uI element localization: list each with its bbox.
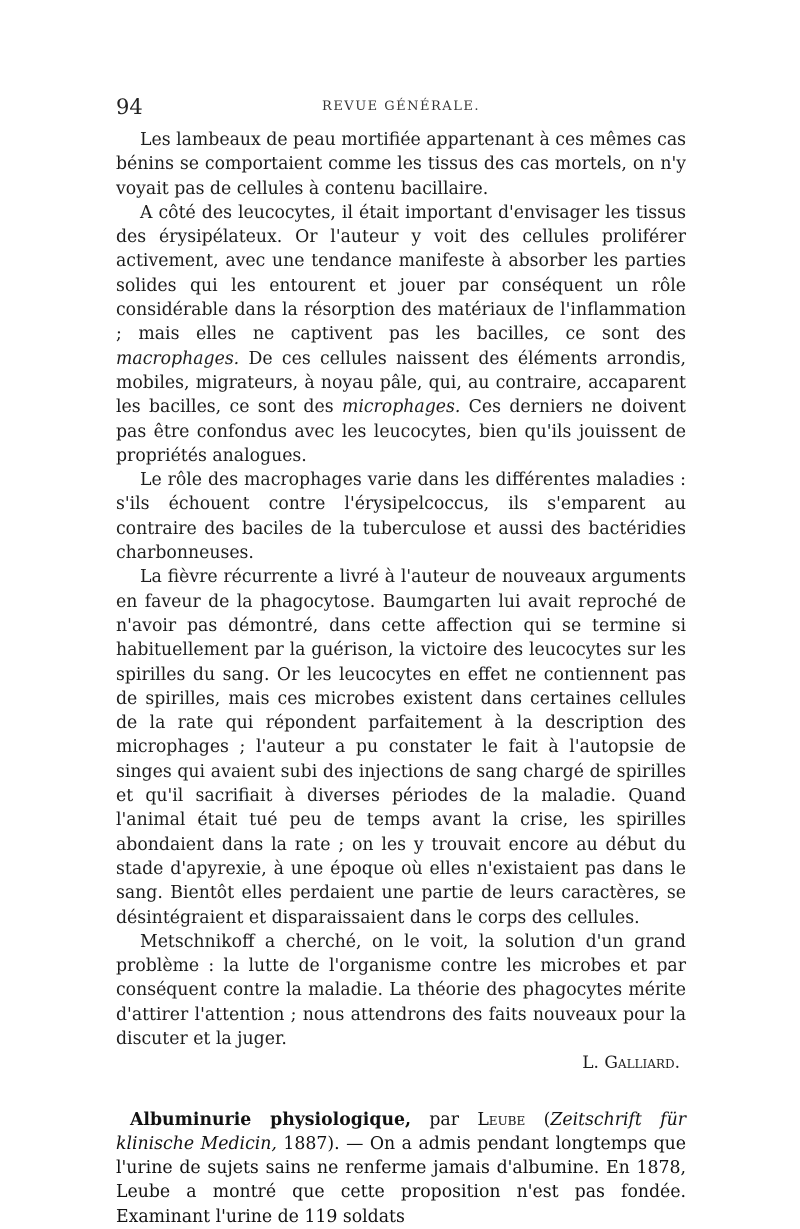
term-macrophages: macrophages. — [116, 348, 240, 369]
paragraph-4: La fièvre récurrente a livré à l'auteur de nouveaux arguments en faveur de la phagocytose. Baumgarten lui avait reproché de n'avoir pas démontré, dans cette affection qui se termine si habituellement par la guérison, la victoire des leucocytes sur les spirilles du sang. Or les leucocytes en effet ne contiennent pas de spirilles, mais ces microbes existent dans certaines cellules de la rate qui répondent parfaitement à la description des microphages ; l'auteur a pu constater le fait à l'autopsie de singes qui avaient subi des injections de sang chargé de spirilles et qu'il sacrifiait à diverses périodes de la maladie. Quand l'animal était tué peu de temps avant la crise, les spirilles abondaient dans la rate ; on les y trouvait encore au début du stade d'apyrexie, à une époque où elles n'existaient pas dans le sang. Bientôt elles perdaient une partie de leurs caractères, se désintégraient et disparaissaient dans le corps des cellules. — [116, 567, 686, 928]
term-microphages: microphages. — [341, 397, 461, 418]
review-paragraph — [116, 1108, 686, 1229]
paragraph-2 — [116, 201, 686, 468]
article-body — [116, 128, 686, 1229]
paragraph-3: Le rôle des macrophages varie dans les différentes maladies : s'ils échouent contre l'érysipelcoccus, ils s'emparent au contraire des baciles de la tuberculose et aussi des bactéridies charbonneuses. — [116, 470, 686, 564]
review-text: 1887). — On a admis pendant longtemps que l'urine de sujets sains ne renferme jamais d'albumine. En 1878, Leube a montré que cette proposition n'est pas fondée. Examinant l'urine de 119 soldats — [116, 1133, 686, 1227]
paragraph-2-text-b: De ces cellules naissent des éléments arrondis, mobiles, migrateurs, à noyau pâle, qui, au contraire, accaparent les bacilles, ce sont des — [116, 348, 686, 418]
running-title: REVUE GÉNÉRALE. — [322, 99, 480, 114]
paragraph-1: Les lambeaux de peau mortifiée appartenant à ces mêmes cas bénins se comportaient comme les tissus des cas mortels, on n'y voyait pas de cellules à contenu bacillaire. — [116, 130, 686, 199]
review-heading: Albuminurie physiologique, — [130, 1109, 412, 1130]
paragraph-2-text-a: A côté des leucocytes, il était important d'envisager les tissus des érysipélateux. Or l'auteur y voit des cellules proliférer activement, avec une tendance manifeste à absorber les parties solides qui les entourent et jouer par conséquent un rôle considérable dans la résorption des matériaux de l'inflammation ; mais elles ne captivent pas les bacilles, ce sont des — [116, 202, 686, 345]
section-gap — [116, 1076, 686, 1108]
review-journal: Zeitschrift für klinische Medicin, — [116, 1109, 686, 1154]
paragraph-2-text-c: Ces derniers ne doivent pas être confondus avec les leucocytes, bien qu'ils jouissent de propriétés analogues. — [116, 397, 686, 466]
running-header — [116, 94, 686, 120]
review-author: Leube — [477, 1109, 526, 1130]
review-by: par — [411, 1109, 478, 1130]
author-signature: L. Galliard. — [582, 1053, 680, 1074]
paragraph-5: Metschnikoff a cherché, on le voit, la solution d'un grand problème : la lutte de l'organisme contre les microbes et par conséquent contre la maladie. La théorie des phagocytes mérite d'attirer l'attention ; nous attendrons des faits nouveaux pour la discuter et la juger. — [116, 931, 686, 1049]
page-number: 94 — [116, 95, 143, 119]
review-open-paren: ( — [525, 1109, 551, 1130]
